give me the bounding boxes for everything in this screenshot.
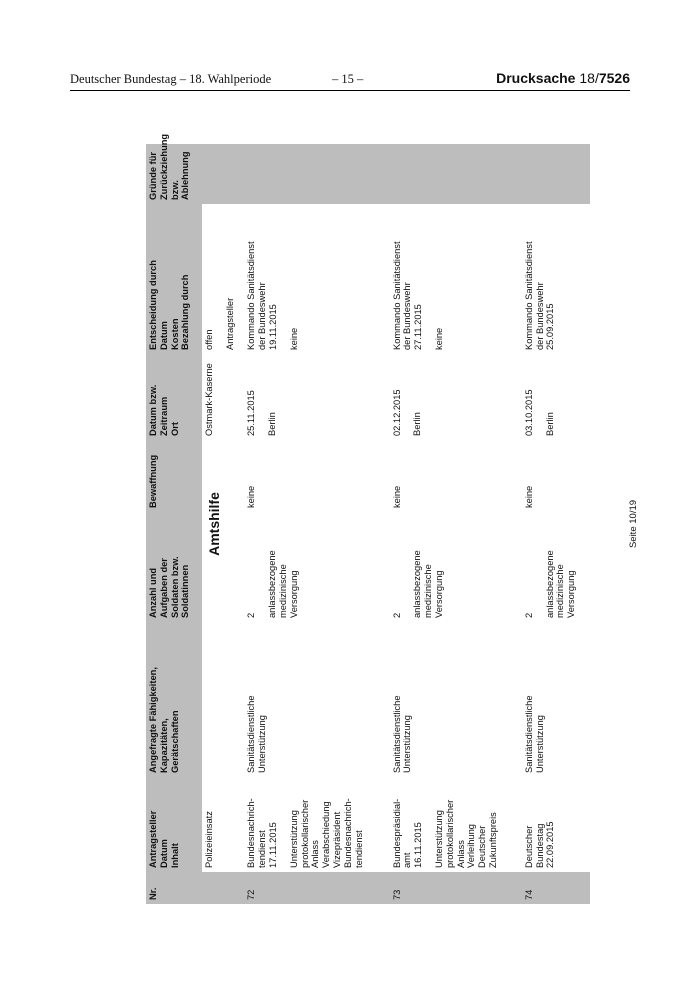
cell-line: keine <box>523 485 534 508</box>
col-gruende-cell <box>202 144 244 204</box>
cell-line: Zurückziehung <box>158 133 169 200</box>
cell-line: Gründe für <box>148 151 158 200</box>
cell-line: Antragsteller <box>148 810 158 868</box>
col-bewaffnung-cell <box>202 440 244 512</box>
cell-line: Aufgaben der <box>158 558 169 618</box>
col-faehigkeiten-cell <box>390 622 522 777</box>
col-antragsteller-header <box>146 777 202 872</box>
cell-line: Unterstützung <box>534 715 545 773</box>
col-datum-ort-cell <box>244 354 389 440</box>
col-entscheidung-cell <box>390 204 522 354</box>
cell-line: Berlin <box>412 412 423 436</box>
cell-line: Kommando Sanitätsdienst <box>246 241 257 350</box>
col-datum-ort-cell <box>202 354 244 440</box>
cell-line: Soldatinnen <box>180 564 191 618</box>
cell-line: Angefragte Fähigkeiten, <box>148 667 158 773</box>
cell-line: 2 <box>391 612 402 618</box>
col-faehigkeiten-cell <box>202 622 244 777</box>
col-anzahl-cell <box>244 512 389 622</box>
table-body <box>202 144 590 904</box>
cell-line <box>424 781 434 868</box>
cell-line: medizinische <box>555 564 566 618</box>
cell-line: anlassbezogene <box>267 550 278 618</box>
col-datum-ort-cell <box>390 354 522 440</box>
cell-line <box>535 358 545 436</box>
cell-line: 02.12.2015 <box>391 389 402 436</box>
col-gruende-header <box>146 133 202 204</box>
cell-line: Unterstützung <box>257 715 268 773</box>
col-bewaffnung-cell <box>244 440 389 512</box>
cell-line: 73 <box>391 889 402 900</box>
col-antragsteller-cell <box>390 777 522 872</box>
col-antragsteller-cell <box>202 777 244 872</box>
cell-line: Berlin <box>544 412 555 436</box>
col-nr-cell <box>522 872 590 904</box>
cell-line: Kapazitäten, <box>158 718 169 773</box>
col-bewaffnung-cell <box>522 440 590 512</box>
cell-line: Kommando Sanitätsdienst <box>391 241 402 350</box>
cell-line: Zeitraum <box>158 396 169 436</box>
cell-line: Unterstützung <box>402 715 413 773</box>
table-row <box>202 144 244 904</box>
cell-line <box>215 208 225 350</box>
cell-line: Anzahl und <box>148 567 158 618</box>
header-publication: Deutscher Bundestag – 18. Wahlperiode <box>70 72 272 86</box>
cell-line <box>279 781 289 868</box>
cell-line <box>402 516 412 618</box>
cell-line: der Bundeswehr <box>534 282 545 350</box>
col-gruende-cell <box>390 144 522 204</box>
col-faehigkeiten-cell <box>522 622 590 777</box>
col-anzahl-cell <box>390 512 522 622</box>
cell-line: der Bundeswehr <box>257 282 268 350</box>
col-anzahl-cell <box>522 512 590 622</box>
cell-line: 22.09.2015 <box>545 821 556 868</box>
cell-line: Anlass <box>455 840 466 868</box>
col-nr-cell <box>244 872 389 904</box>
table-row <box>244 144 389 904</box>
cell-line: keine <box>391 485 402 508</box>
cell-line: Bewaffnung <box>148 454 158 508</box>
cell-line <box>535 516 545 618</box>
cell-line: 19.11.2015 <box>267 304 278 350</box>
col-faehigkeiten-cell <box>244 622 389 777</box>
cell-line: Bundespräsidial- <box>391 798 402 868</box>
cell-line: Berlin <box>267 412 278 436</box>
col-bewaffnung-header <box>146 440 202 512</box>
cell-line: Polizeieinsatz <box>204 811 214 868</box>
cell-line: anlassbezogene <box>544 550 555 618</box>
col-entscheidung-cell <box>244 204 389 354</box>
cell-line: Unterstützung <box>433 810 444 868</box>
cell-line: keine <box>246 485 257 508</box>
cell-line: Verleihung <box>466 824 477 868</box>
col-datum-ort-header <box>146 354 202 440</box>
cell-line: 72 <box>246 889 257 900</box>
cell-line: Versorgung <box>566 570 577 618</box>
header-doc-label: Drucksache <box>496 70 576 86</box>
cell-line <box>279 208 289 350</box>
cell-line <box>257 516 267 618</box>
cell-line: Ostmark-Kaserne <box>204 363 214 436</box>
cell-line: anlassbezogene <box>412 550 423 618</box>
col-entscheidung-header <box>146 204 202 354</box>
cell-line: 03.10.2015 <box>523 389 534 436</box>
col-nr-cell <box>390 872 522 904</box>
col-nr-header <box>146 872 202 904</box>
col-anzahl-cell <box>202 512 244 622</box>
cell-line: Bundesnachrich- <box>342 798 353 868</box>
cell-line: Sanitätsdienstliche <box>246 695 257 773</box>
cell-line: medizinische <box>277 564 288 618</box>
cell-line: Datum <box>158 321 169 350</box>
footer-page-label: Seite 10/19 <box>628 499 640 549</box>
cell-line: Gerätschaften <box>169 710 180 773</box>
col-entscheidung-cell <box>202 204 244 354</box>
cell-line: 74 <box>523 889 534 900</box>
col-gruende-cell <box>244 144 389 204</box>
header-document-number <box>496 70 630 86</box>
col-gruende-cell <box>522 144 590 204</box>
cell-line: keine <box>433 327 444 350</box>
cell-line: Sanitätsdienstliche <box>391 695 402 773</box>
cell-line: Bundestag <box>534 823 545 868</box>
col-datum-ort-cell <box>522 354 590 440</box>
cell-line: 27.11.2015 <box>413 304 424 350</box>
col-nr-cell <box>202 872 244 904</box>
col-antragsteller-cell <box>522 777 590 872</box>
cell-line: Antragsteller <box>224 297 235 350</box>
cell-line: Versorgung <box>288 570 299 618</box>
cell-line: bzw. <box>169 180 180 200</box>
cell-line: offen <box>204 329 214 350</box>
col-faehigkeiten-header <box>146 622 202 777</box>
cell-line: Datum bzw. <box>148 384 158 436</box>
col-bewaffnung-cell <box>390 440 522 512</box>
col-antragsteller-cell <box>244 777 389 872</box>
cell-line: keine <box>288 327 299 350</box>
cell-line: Versorgung <box>433 570 444 618</box>
cell-line: protokollarischer <box>299 799 310 868</box>
cell-line: amt <box>402 852 413 868</box>
cell-line: Kommando Sanitätsdienst <box>523 241 534 350</box>
cell-line: Inhalt <box>169 843 180 868</box>
header-rule <box>70 90 630 91</box>
cell-line: Soldaten bzw. <box>169 556 180 618</box>
cell-line: Anlass <box>310 840 321 868</box>
col-anzahl-header <box>146 512 202 622</box>
table-row <box>390 144 522 904</box>
cell-line: protokollarischer <box>444 799 455 868</box>
amtshilfe-table <box>146 133 590 904</box>
cell-line: Entscheidung durch <box>148 260 158 350</box>
page-header <box>70 70 630 90</box>
header-doc-number-bold: 7526 <box>598 70 630 86</box>
rotated-landscape-page <box>140 133 650 904</box>
cell-line: Vizepräsident <box>331 811 342 868</box>
cell-line: Deutscher <box>523 825 534 868</box>
cell-line: Unterstützung <box>288 810 299 868</box>
cell-line: Datum <box>158 839 169 868</box>
cell-line: tendienst <box>353 830 364 868</box>
cell-line: Verabschiedung <box>321 801 332 868</box>
cell-line: Ablehnung <box>180 151 191 200</box>
cell-line: Deutscher <box>477 825 488 868</box>
cell-line: tendienst <box>257 830 268 868</box>
cell-line: Sanitätsdienstliche <box>523 695 534 773</box>
cell-line: 2 <box>523 612 534 618</box>
cell-line: 2 <box>246 612 257 618</box>
cell-line <box>424 208 434 350</box>
section-title: Amtshilfe <box>206 492 223 556</box>
table-header-row <box>146 144 202 904</box>
cell-line: 16.11.2015 <box>413 822 424 868</box>
cell-line: 25.11.2015 <box>246 390 257 436</box>
cell-line: 17.11.2015 <box>267 822 278 868</box>
header-page-number: – 15 – <box>332 72 364 86</box>
cell-line: Ort <box>169 422 180 436</box>
cell-line: Zukunftspreis <box>487 812 498 868</box>
header-doc-number-prefix: 18/ <box>579 70 599 86</box>
cell-line: 25.09.2015 <box>545 303 556 350</box>
table-row <box>522 144 590 904</box>
cell-line: Bundesnachrich- <box>246 798 257 868</box>
cell-line <box>402 358 412 436</box>
cell-line <box>257 358 267 436</box>
cell-line: Nr. <box>148 887 158 900</box>
col-entscheidung-cell <box>522 204 590 354</box>
cell-line: Kosten <box>169 318 180 350</box>
cell-line: medizinische <box>423 564 434 618</box>
cell-line: Bezahlung durch <box>180 274 191 350</box>
cell-line: der Bundeswehr <box>402 282 413 350</box>
